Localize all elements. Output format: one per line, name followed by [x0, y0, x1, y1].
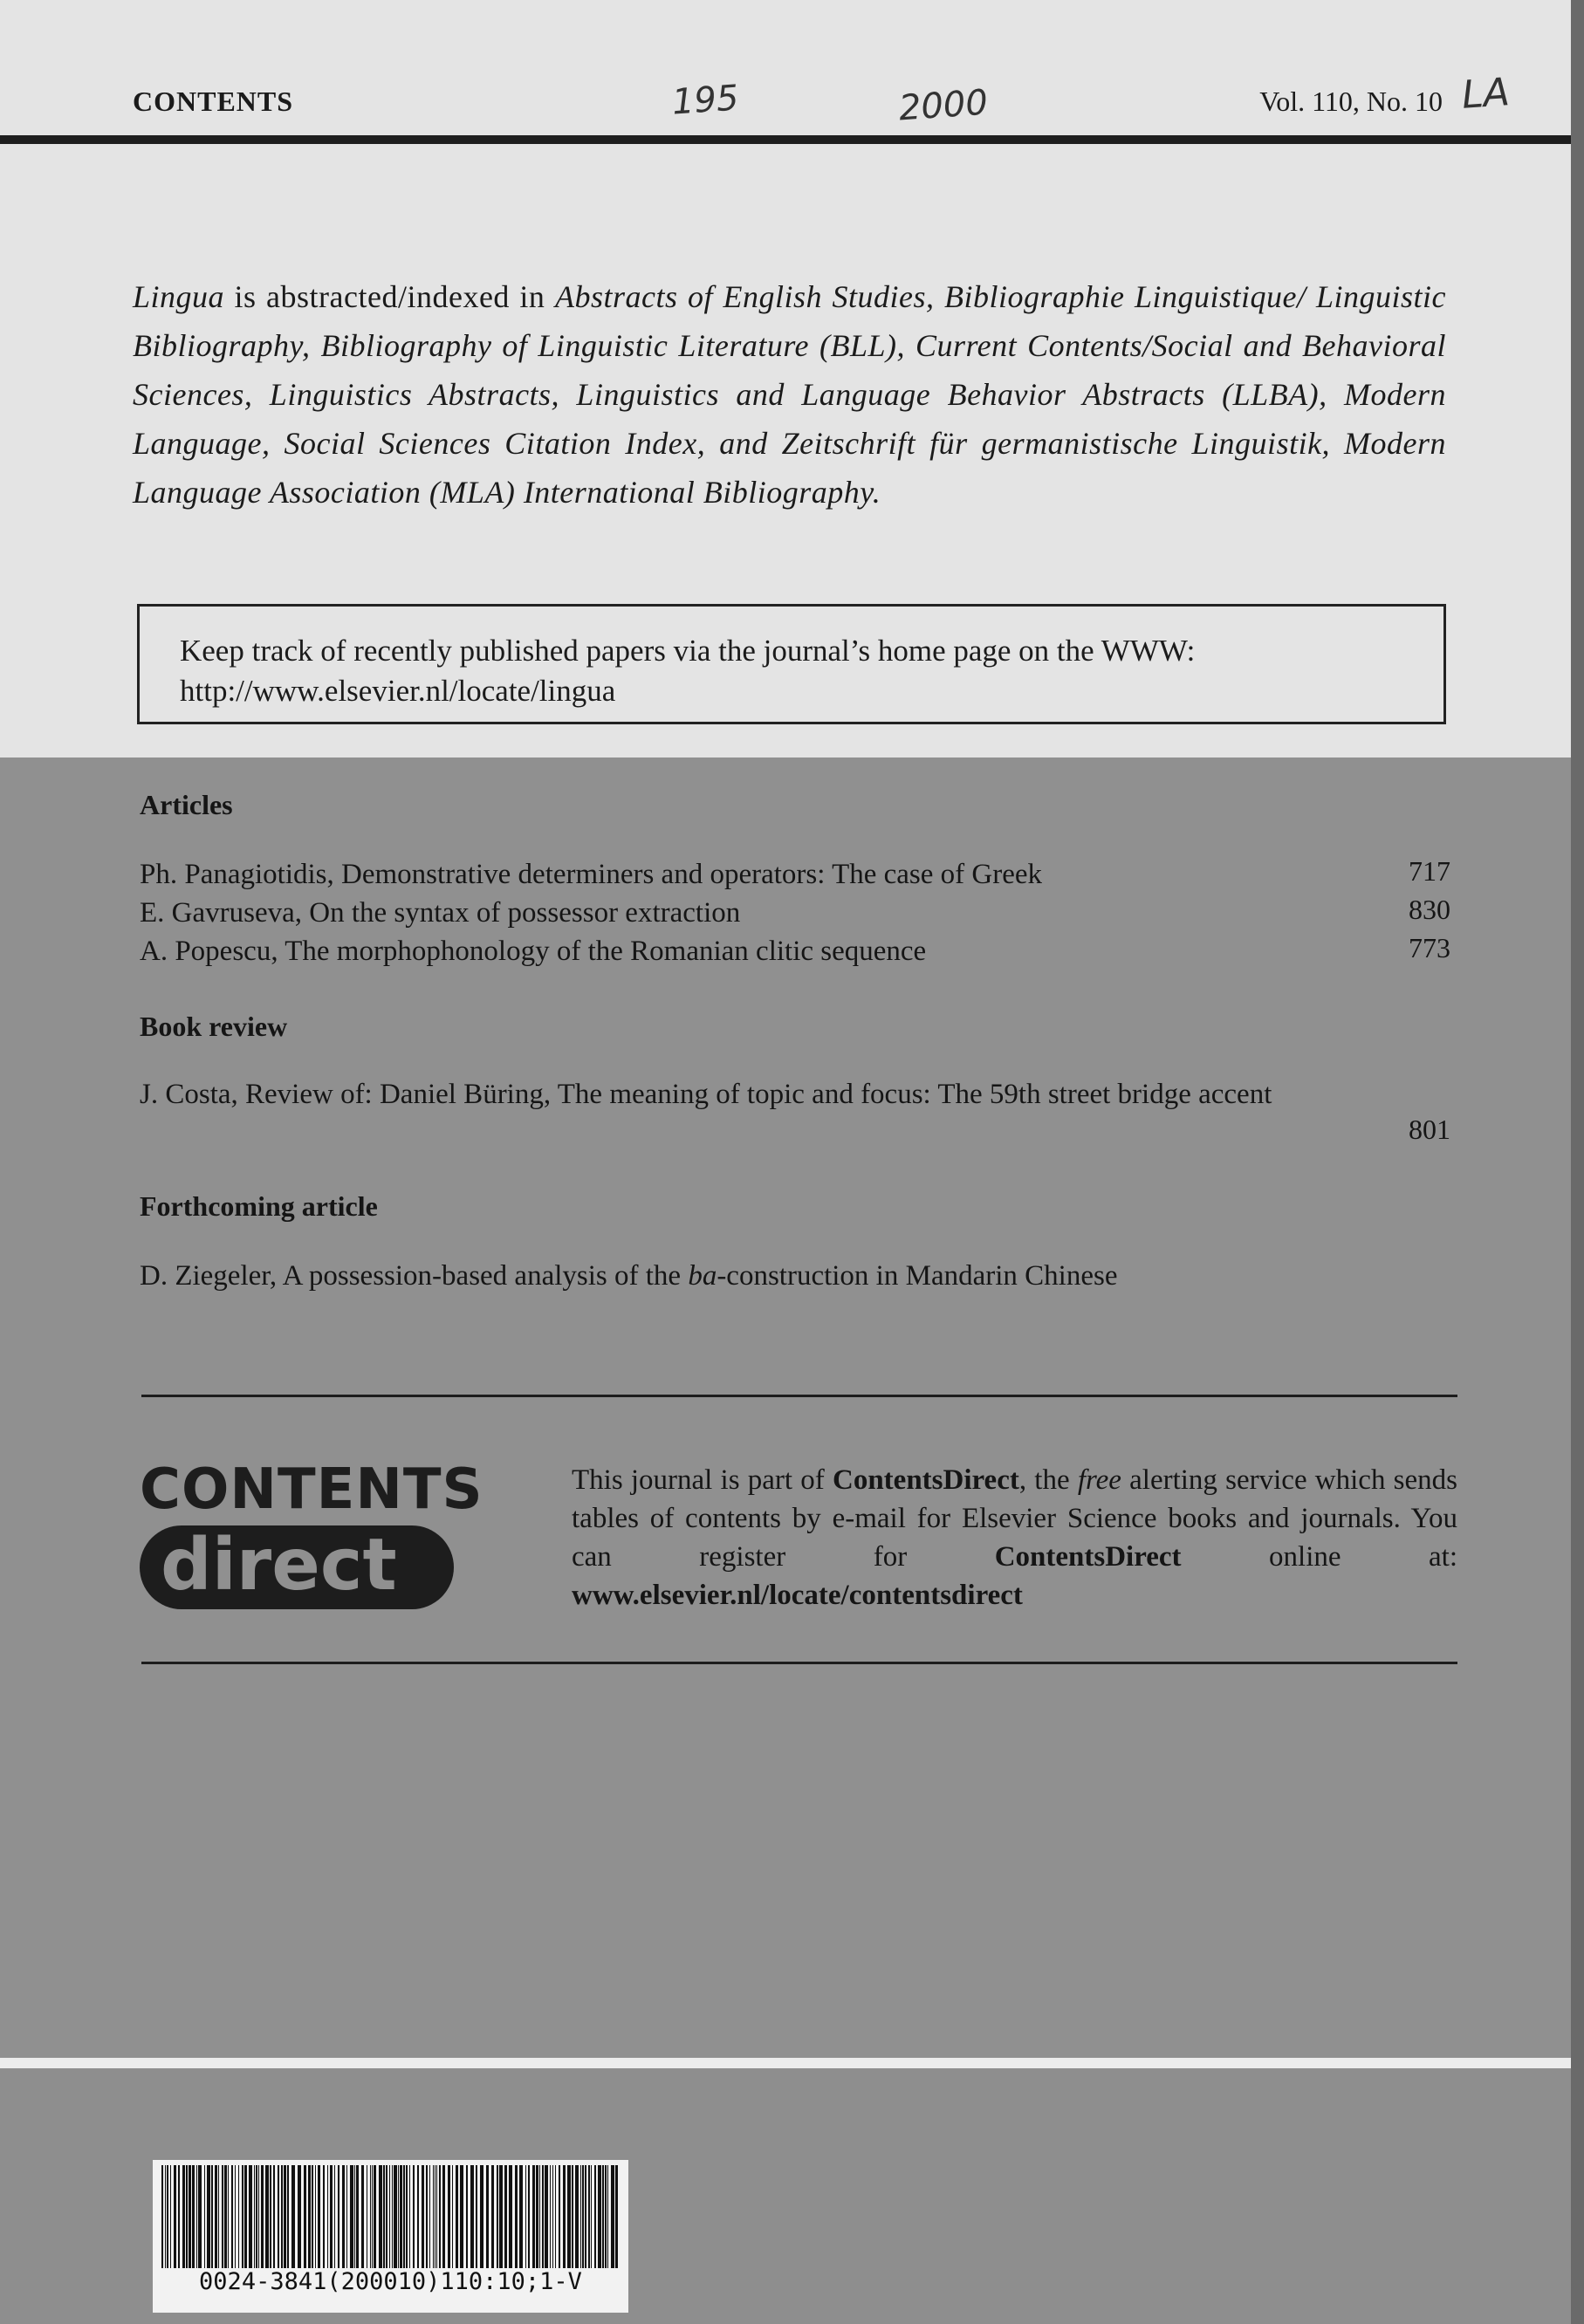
homepage-url-link[interactable]: http://www.elsevier.nl/locate/lingua [180, 674, 616, 708]
section-heading-articles: Articles [140, 789, 233, 820]
review-entry[interactable] [140, 1075, 1361, 1114]
contentsdirect-logo [140, 1457, 483, 1623]
page-edge [1571, 0, 1584, 2324]
article-page-number: 717 [1409, 855, 1450, 887]
homepage-notice-text: Keep track of recently published papers via the journal’s home page on the WWW: [180, 634, 1196, 668]
bottom-band [0, 2058, 1571, 2068]
handwritten-initials: LA [1460, 70, 1512, 118]
contentsdirect-logo-pill: direct [140, 1525, 454, 1609]
section-heading-forthcoming: Forthcoming article [140, 1190, 378, 1222]
indexing-intro: is abstracted/indexed in [224, 279, 555, 314]
article-title: E. Gavruseva, On the syntax of possessor extraction [140, 897, 741, 929]
barcode [153, 2160, 628, 2313]
forthcoming-term: ba [688, 1260, 717, 1292]
article-page-number: 830 [1409, 894, 1450, 925]
review-title: J. Costa, Review of: Daniel Büring, The meaning of topic and focus: The 59th street bridge accent [140, 1079, 1272, 1110]
article-entry[interactable] [140, 855, 1453, 894]
journal-name: Lingua [133, 279, 225, 314]
contentsdirect-logo-word: CONTENTS [140, 1457, 483, 1522]
handwritten-year: 2000 [897, 82, 990, 129]
article-page-number: 773 [1409, 932, 1450, 963]
article-entry[interactable] [140, 894, 1453, 932]
contentsdirect-description [572, 1461, 1457, 1614]
contentsdirect-url-link[interactable]: www.elsevier.nl/locate/contentsdirect [572, 1580, 1023, 1611]
section-heading-book-review: Book review [140, 1011, 288, 1042]
divider-line [141, 1662, 1457, 1664]
divider-line [141, 1395, 1457, 1397]
homepage-notice-box [137, 604, 1446, 724]
forthcoming-entry[interactable] [140, 1257, 1453, 1295]
header-contents-label: CONTENTS [133, 86, 294, 117]
article-entry[interactable] [140, 932, 1453, 970]
article-title: Ph. Panagiotidis, Demonstrative determiners and operators: The case of Greek [140, 859, 1043, 890]
indexing-paragraph [133, 272, 1446, 517]
article-title: A. Popescu, The morphophonology of the Romanian clitic sequence [140, 936, 927, 967]
handwritten-note: 195 [670, 78, 740, 123]
barcode-number: 0024-3841(200010)110:10;1-V [199, 2268, 582, 2295]
header-rule [0, 135, 1571, 144]
cd-text-part: , the [1018, 1464, 1078, 1496]
cd-text-part: online at: [1181, 1541, 1457, 1573]
contents-panel [0, 758, 1571, 2058]
forthcoming-title-rest: -construction in Mandarin Chinese [717, 1260, 1118, 1292]
cd-text-part: This journal is part of [572, 1464, 833, 1496]
cd-text-part: alerting service which sends tables of contents by e-mail for Elsevier Science books and journals. You can register for [572, 1464, 1457, 1573]
header-volume: Vol. 110, No. 10 [1259, 86, 1443, 117]
barcode-bars [158, 2165, 622, 2268]
forthcoming-author-title: D. Ziegeler, A possession-based analysis of the [140, 1260, 689, 1292]
review-page-number: 801 [1409, 1114, 1450, 1145]
indexing-list: Abstracts of English Studies, Bibliographie Linguistique/ Linguistic Bibliography, Bibliography of Linguistic Literature (BLL), Current Contents/Social and Behavioral Sciences, Linguistics Abstracts, Linguistics and Language Behavior Abstracts (LLBA), Modern Language, Social Sciences Citation Index, and Zeitschrift für germanistische Linguistik, Modern Language Association (MLA) International Bibliography. [133, 279, 1447, 510]
cd-brand: ContentsDirect [994, 1541, 1182, 1573]
cd-free: free [1077, 1464, 1121, 1496]
cd-brand: ContentsDirect [833, 1464, 1019, 1496]
